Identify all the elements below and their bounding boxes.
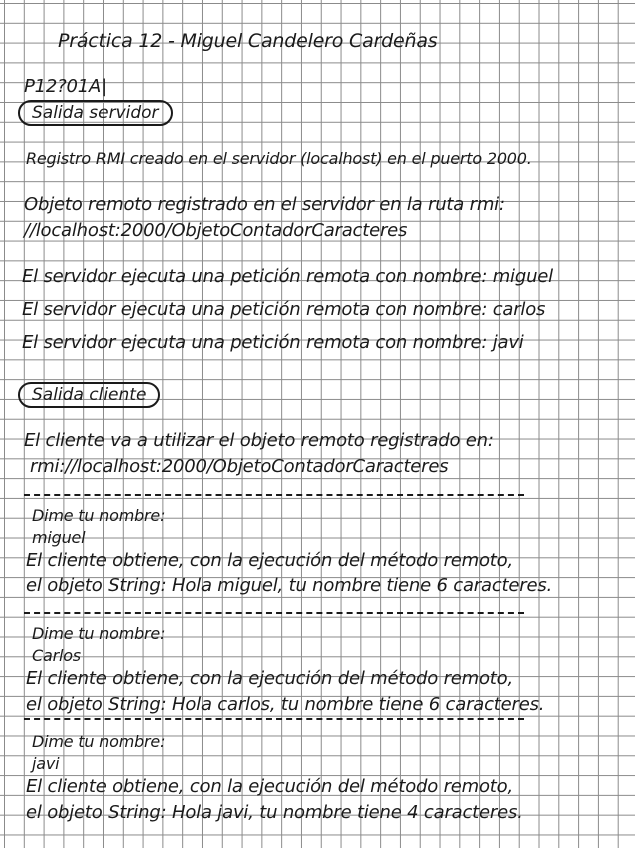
server-line: El servidor ejecuta una petición remota con nombre: carlos [22, 299, 546, 320]
name-prompt: Dime tu nombre: [32, 732, 166, 751]
exercise-code: P12?01A| [24, 76, 107, 97]
page-title: Práctica 12 - Miguel Candelero Cardeñas [58, 30, 438, 52]
client-result-line: el objeto String: Hola carlos, tu nombre tiene 6 caracteres. [26, 694, 545, 715]
client-intro-line: rmi://localhost:2000/ObjetoContadorCaracteres [30, 456, 449, 477]
client-result-line: El cliente obtiene, con la ejecución del método remoto, [26, 776, 513, 797]
server-output-heading: Salida servidor [18, 100, 173, 126]
server-line: El servidor ejecuta una petición remota con nombre: javi [22, 332, 524, 353]
client-result-line: el objeto String: Hola miguel, tu nombre tiene 6 caracteres. [26, 575, 553, 596]
entered-name: javi [32, 754, 60, 773]
server-line: Objeto remoto registrado en el servidor en la ruta rmi: [24, 194, 505, 215]
server-line: //localhost:2000/ObjetoContadorCaracteres [24, 220, 408, 241]
entered-name: miguel [32, 528, 86, 547]
server-line: Registro RMI creado en el servidor (localhost) en el puerto 2000. [26, 149, 532, 168]
client-output-heading: Salida cliente [18, 382, 160, 408]
separator [24, 718, 524, 720]
separator [24, 612, 524, 614]
name-prompt: Dime tu nombre: [32, 506, 166, 525]
client-result-line: el objeto String: Hola javi, tu nombre tiene 4 caracteres. [26, 802, 523, 823]
entered-name: Carlos [32, 646, 81, 665]
name-prompt: Dime tu nombre: [32, 624, 166, 643]
server-line: El servidor ejecuta una petición remota con nombre: miguel [22, 266, 553, 287]
client-result-line: El cliente obtiene, con la ejecución del método remoto, [26, 668, 513, 689]
client-result-line: El cliente obtiene, con la ejecución del método remoto, [26, 550, 513, 571]
client-intro-line: El cliente va a utilizar el objeto remoto registrado en: [24, 430, 494, 451]
separator [24, 494, 524, 496]
